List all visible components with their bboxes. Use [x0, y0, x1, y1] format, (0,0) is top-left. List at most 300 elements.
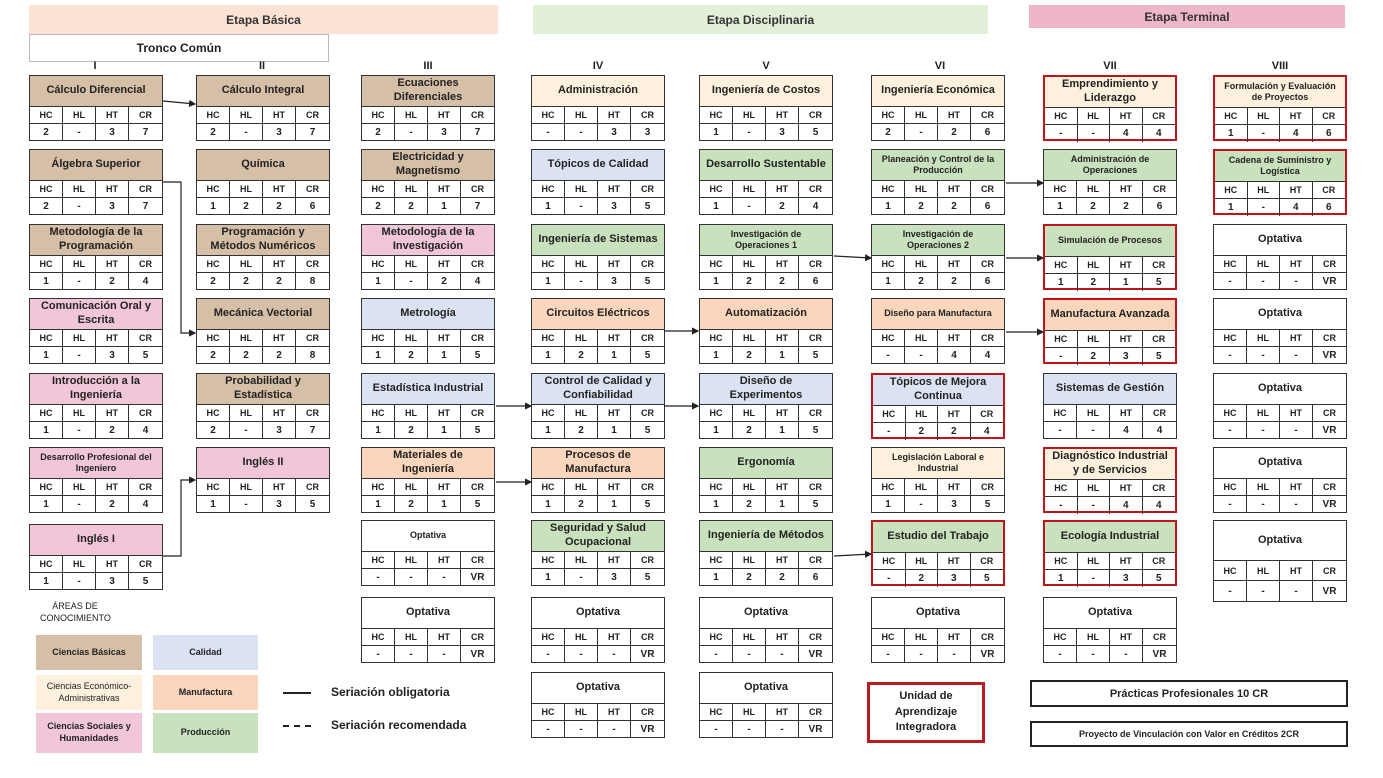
course-box[interactable]	[871, 373, 1005, 439]
value-ht: 2	[938, 423, 971, 440]
course-box[interactable]	[1213, 298, 1347, 364]
course-title: Programación y Métodos Numéricos	[197, 225, 329, 256]
header-ht: HT	[938, 330, 971, 347]
header-cr: CR	[799, 181, 832, 198]
course-hours-grid	[872, 479, 1004, 513]
header-hc: HC	[1215, 108, 1248, 125]
header-cr: CR	[296, 107, 329, 124]
header-hc: HC	[1044, 405, 1077, 422]
value-hl: -	[565, 124, 598, 141]
course-hours-grid	[362, 552, 494, 586]
header-hc: HC	[1214, 479, 1247, 496]
header-hl: HL	[906, 553, 939, 570]
header-cr: CR	[129, 107, 162, 124]
course-box[interactable]	[699, 672, 833, 738]
course-box[interactable]	[29, 224, 163, 290]
header-ht: HT	[96, 556, 129, 573]
course-box[interactable]	[29, 298, 163, 364]
value-cr: 8	[309, 276, 316, 287]
course-box[interactable]	[531, 75, 665, 141]
course-box[interactable]	[531, 298, 665, 364]
course-box[interactable]	[531, 149, 665, 215]
value-cr: 4	[474, 276, 481, 287]
header-hc: HC	[30, 479, 63, 496]
semester-label-4: IV	[592, 60, 604, 72]
unidad-integradora-text: Unidad de Aprendizaje Integradora	[894, 690, 958, 734]
course-box[interactable]	[196, 149, 330, 215]
value-hl: -	[1078, 125, 1111, 142]
course-box[interactable]	[1043, 298, 1177, 364]
header-hl: HL	[565, 704, 598, 721]
value-ht: 1	[428, 496, 461, 513]
course-box[interactable]	[29, 524, 163, 590]
course-box[interactable]	[361, 520, 495, 586]
value-ht: 2	[1110, 198, 1143, 215]
legend-sociales-label: Ciencias Sociales y Humanidades	[47, 721, 131, 743]
header-cr: CR	[1313, 479, 1346, 496]
course-box[interactable]	[1213, 75, 1347, 141]
value-cr: 7	[309, 127, 316, 138]
value-ht: 3	[96, 198, 129, 215]
value-hc: -	[532, 124, 565, 141]
course-box[interactable]	[1213, 373, 1347, 439]
course-box[interactable]	[699, 373, 833, 439]
header-hc: HC	[30, 330, 63, 347]
course-box[interactable]	[699, 224, 833, 290]
header-hl: HL	[1078, 331, 1111, 348]
arrow-metodos	[834, 554, 871, 556]
header-cr: CR	[799, 405, 832, 422]
course-box[interactable]	[1043, 75, 1177, 141]
course-hours-grid	[700, 405, 832, 439]
course-box[interactable]	[531, 447, 665, 513]
header-cr: CR	[631, 552, 664, 569]
course-box[interactable]	[196, 373, 330, 439]
header-cr: CR	[971, 256, 1004, 273]
course-box[interactable]	[196, 447, 330, 513]
header-hl: HL	[733, 330, 766, 347]
course-title: Ingeniería Económica	[872, 76, 1004, 107]
course-box[interactable]	[361, 224, 495, 290]
course-box[interactable]	[1043, 520, 1177, 586]
header-cr: CR	[971, 629, 1004, 646]
legend-produccion-label: Producción	[180, 727, 231, 738]
course-title: Seguridad y Salud Ocupacional	[532, 521, 664, 552]
value-ht: 3	[96, 124, 129, 141]
header-ht: HT	[263, 181, 296, 198]
value-hl: 2	[733, 422, 766, 439]
value-ht: 3	[598, 124, 631, 141]
value-ht: 2	[263, 347, 296, 364]
header-ht: HT	[428, 629, 461, 646]
header-cr: CR	[631, 181, 664, 198]
header-hl: HL	[1078, 257, 1111, 274]
header-ht: HT	[598, 107, 631, 124]
header-hc: HC	[700, 181, 733, 198]
course-hours-grid	[362, 181, 494, 215]
value-cr: 4	[984, 350, 991, 361]
value-hc: -	[1044, 646, 1077, 663]
header-hc: HC	[362, 629, 395, 646]
value-hl: -	[63, 347, 96, 364]
course-box[interactable]	[871, 298, 1005, 364]
value-ht: 3	[938, 570, 971, 587]
course-box[interactable]	[1213, 520, 1347, 602]
course-title: Formulación y Evaluación de Proyectos	[1215, 77, 1345, 108]
course-box[interactable]	[871, 520, 1005, 586]
header-cr: CR	[1313, 256, 1346, 273]
value-hc: 2	[30, 198, 63, 215]
course-box[interactable]	[196, 298, 330, 364]
header-ht: HT	[263, 330, 296, 347]
course-hours-grid	[30, 181, 162, 215]
course-hours-grid	[30, 556, 162, 590]
header-ht: HT	[1110, 629, 1143, 646]
course-hours-grid	[532, 552, 664, 586]
header-cr: CR	[461, 107, 494, 124]
value-ht: -	[766, 646, 799, 663]
value-cr: 5	[474, 350, 481, 361]
value-hc: -	[532, 646, 565, 663]
value-hl: -	[1247, 496, 1280, 513]
header-ht: HT	[766, 330, 799, 347]
value-hl: -	[1077, 646, 1110, 663]
header-cr: CR	[296, 330, 329, 347]
course-hours-grid	[532, 330, 664, 364]
value-hl: -	[565, 646, 598, 663]
course-box[interactable]	[361, 75, 495, 141]
course-box[interactable]	[699, 75, 833, 141]
course-box[interactable]	[361, 298, 495, 364]
header-ht: HT	[428, 107, 461, 124]
semester-label-2: II	[258, 60, 266, 72]
header-cr: CR	[1143, 331, 1176, 348]
header-cr: CR	[1143, 181, 1176, 198]
value-hl: -	[395, 124, 428, 141]
header-cr: CR	[1143, 257, 1176, 274]
course-hours-grid	[362, 107, 494, 141]
header-hc: HC	[197, 107, 230, 124]
header-ht: HT	[938, 553, 971, 570]
course-box[interactable]	[531, 224, 665, 290]
value-hl: 2	[733, 569, 766, 586]
header-ht: HT	[598, 552, 631, 569]
value-ht: 2	[938, 198, 971, 215]
header-cr: CR	[1313, 182, 1346, 199]
header-ht: HT	[598, 629, 631, 646]
course-box[interactable]	[871, 75, 1005, 141]
value-hc: 1	[362, 496, 395, 513]
header-ht: HT	[766, 107, 799, 124]
value-hl: -	[63, 124, 96, 141]
course-box[interactable]	[871, 224, 1005, 290]
value-cr: 6	[309, 201, 316, 212]
course-hours-grid	[1214, 256, 1346, 290]
header-ht: HT	[1110, 181, 1143, 198]
course-box[interactable]	[1213, 149, 1347, 215]
course-box[interactable]	[361, 597, 495, 663]
course-box[interactable]	[699, 597, 833, 663]
value-cr: 6	[984, 201, 991, 212]
header-hl: HL	[63, 181, 96, 198]
header-hl: HL	[906, 406, 939, 423]
course-box[interactable]	[531, 520, 665, 586]
header-cr: CR	[971, 107, 1004, 124]
value-cr: VR	[640, 724, 655, 735]
course-hours-grid	[700, 256, 832, 290]
value-hc: 1	[872, 198, 905, 215]
course-title: Inglés II	[197, 448, 329, 479]
course-hours-grid	[197, 479, 329, 513]
value-hl: -	[1247, 273, 1280, 290]
value-hc: 1	[1045, 274, 1078, 291]
header-hc: HC	[1214, 330, 1247, 347]
value-hc: 2	[197, 124, 230, 141]
value-hl: -	[905, 124, 938, 141]
value-ht: 4	[938, 347, 971, 364]
course-box[interactable]	[871, 447, 1005, 513]
value-ht: 1	[428, 347, 461, 364]
value-hl: -	[905, 496, 938, 513]
header-hc: HC	[197, 330, 230, 347]
course-box[interactable]	[1043, 597, 1177, 663]
header-hl: HL	[230, 479, 263, 496]
header-ht: HT	[766, 181, 799, 198]
course-title: Simulación de Procesos	[1045, 226, 1175, 257]
header-cr: CR	[631, 330, 664, 347]
header-hc: HC	[532, 704, 565, 721]
course-hours-grid	[700, 552, 832, 586]
value-cr: 5	[812, 499, 819, 510]
header-hl: HL	[905, 629, 938, 646]
header-hc: HC	[532, 479, 565, 496]
course-title: Diseño de Experimentos	[700, 374, 832, 405]
header-hl: HL	[1077, 629, 1110, 646]
value-cr: VR	[980, 649, 995, 660]
header-ht: HT	[938, 406, 971, 423]
header-hl: HL	[1077, 405, 1110, 422]
header-hl: HL	[733, 181, 766, 198]
course-box[interactable]	[1043, 373, 1177, 439]
value-ht: -	[1110, 646, 1143, 663]
course-hours-grid	[532, 107, 664, 141]
course-title: Ingeniería de Sistemas	[532, 225, 664, 256]
course-hours-grid	[30, 479, 162, 513]
course-hours-grid	[1044, 181, 1176, 215]
course-box[interactable]	[361, 373, 495, 439]
header-hl: HL	[905, 479, 938, 496]
course-hours-grid	[1044, 405, 1176, 439]
header-cr: CR	[296, 181, 329, 198]
value-hc: -	[1045, 125, 1078, 142]
value-hl: -	[565, 569, 598, 586]
value-cr: 5	[1155, 277, 1162, 288]
value-cr: 5	[474, 499, 481, 510]
value-hl: -	[395, 646, 428, 663]
value-hl: -	[395, 569, 428, 586]
header-ht: HT	[428, 405, 461, 422]
value-ht: 4	[1110, 422, 1143, 439]
value-cr: VR	[1152, 649, 1167, 660]
header-ht: HT	[1110, 108, 1143, 125]
course-hours-grid	[872, 330, 1004, 364]
course-hours-grid	[700, 629, 832, 663]
course-title: Optativa	[362, 521, 494, 552]
value-cr: VR	[1322, 425, 1337, 436]
value-hl: -	[63, 422, 96, 439]
header-hc: HC	[30, 181, 63, 198]
value-hl: 2	[395, 496, 428, 513]
course-hours-grid	[532, 256, 664, 290]
stage-terminal	[1029, 5, 1345, 28]
header-cr: CR	[296, 256, 329, 273]
course-box[interactable]	[871, 597, 1005, 663]
course-box[interactable]	[1213, 224, 1347, 290]
course-title: Tópicos de Mejora Continua	[873, 375, 1003, 406]
course-box[interactable]	[1043, 149, 1177, 215]
course-title: Optativa	[700, 673, 832, 704]
course-box[interactable]	[29, 75, 163, 141]
header-hc: HC	[532, 330, 565, 347]
value-hc: 2	[30, 124, 63, 141]
header-cr: CR	[1313, 405, 1346, 422]
value-ht: 4	[1280, 199, 1313, 216]
value-hc: 2	[197, 273, 230, 290]
header-hl: HL	[230, 330, 263, 347]
course-box[interactable]	[699, 447, 833, 513]
value-hc: 1	[30, 422, 63, 439]
value-hl: 2	[230, 198, 263, 215]
course-hours-grid	[362, 479, 494, 513]
course-title: Ingeniería de Costos	[700, 76, 832, 107]
header-hl: HL	[905, 330, 938, 347]
course-box[interactable]	[1213, 447, 1347, 513]
value-hl: 2	[905, 273, 938, 290]
course-title: Optativa	[700, 598, 832, 629]
legend-title	[40, 601, 110, 624]
value-hl: 2	[230, 347, 263, 364]
value-cr: 5	[644, 499, 651, 510]
header-ht: HT	[1110, 331, 1143, 348]
header-cr: CR	[799, 704, 832, 721]
value-ht: 2	[428, 273, 461, 290]
value-hl: 2	[733, 347, 766, 364]
value-hc: -	[700, 721, 733, 738]
header-cr: CR	[971, 553, 1004, 570]
course-box[interactable]	[196, 75, 330, 141]
course-hours-grid	[362, 405, 494, 439]
course-hours-grid	[1214, 330, 1346, 364]
legend-economico-admin	[36, 675, 142, 710]
course-title: Comunicación Oral y Escrita	[30, 299, 162, 330]
header-cr: CR	[296, 479, 329, 496]
header-hl: HL	[733, 552, 766, 569]
course-box[interactable]	[699, 149, 833, 215]
course-box[interactable]	[1043, 447, 1177, 513]
course-title: Ecología Industrial	[1045, 522, 1175, 553]
legend-economico-admin-label: Ciencias Económico-Administrativas	[46, 680, 132, 703]
course-title: Introducción a la Ingeniería	[30, 374, 162, 405]
header-cr: CR	[799, 479, 832, 496]
course-title: Emprendimiento y Liderazgo	[1045, 77, 1175, 108]
value-hc: 1	[532, 273, 565, 290]
header-ht: HT	[1280, 479, 1313, 496]
value-cr: 6	[984, 276, 991, 287]
course-box[interactable]	[871, 149, 1005, 215]
value-hc: 1	[872, 273, 905, 290]
value-hc: 1	[700, 198, 733, 215]
header-hl: HL	[733, 107, 766, 124]
course-title: Diseño para Manufactura	[872, 299, 1004, 330]
value-hc: 1	[1215, 125, 1248, 142]
header-hl: HL	[395, 405, 428, 422]
course-hours-grid	[1045, 108, 1175, 142]
course-box[interactable]	[1043, 224, 1177, 290]
header-hl: HL	[1248, 108, 1281, 125]
course-box[interactable]	[531, 672, 665, 738]
header-hc: HC	[872, 629, 905, 646]
header-ht: HT	[96, 256, 129, 273]
course-box[interactable]	[699, 520, 833, 586]
course-box[interactable]	[196, 224, 330, 290]
value-ht: -	[1280, 581, 1313, 601]
header-hc: HC	[700, 330, 733, 347]
course-title: Electricidad y Magnetismo	[362, 150, 494, 181]
course-hours-grid	[1214, 405, 1346, 439]
course-box[interactable]	[699, 298, 833, 364]
legend-sociales	[36, 713, 142, 753]
arrow-io1	[834, 256, 871, 258]
course-title: Investigación de Operaciones 2	[872, 225, 1004, 256]
value-hl: -	[230, 496, 263, 513]
course-title: Cálculo Diferencial	[30, 76, 162, 107]
course-box[interactable]	[29, 447, 163, 513]
header-hc: HC	[30, 405, 63, 422]
value-hl: 2	[906, 570, 939, 587]
course-box[interactable]	[29, 149, 163, 215]
course-box[interactable]	[361, 149, 495, 215]
course-title: Química	[197, 150, 329, 181]
value-hl: 2	[395, 198, 428, 215]
header-cr: CR	[1313, 561, 1346, 581]
legend-manufactura	[153, 675, 258, 710]
header-hc: HC	[362, 552, 395, 569]
header-ht: HT	[1280, 561, 1313, 581]
header-hc: HC	[700, 479, 733, 496]
course-box[interactable]	[531, 597, 665, 663]
course-box[interactable]	[361, 447, 495, 513]
header-hc: HC	[362, 330, 395, 347]
value-hl: -	[905, 646, 938, 663]
course-box[interactable]	[531, 373, 665, 439]
value-hc: 1	[532, 496, 565, 513]
header-hc: HC	[532, 552, 565, 569]
value-hc: 1	[700, 347, 733, 364]
course-box[interactable]	[29, 373, 163, 439]
arrow-algebra	[163, 182, 195, 333]
header-ht: HT	[938, 629, 971, 646]
value-ht: 1	[766, 496, 799, 513]
header-hl: HL	[1077, 181, 1110, 198]
course-hours-grid	[872, 256, 1004, 290]
header-hl: HL	[395, 256, 428, 273]
stage-terminal-label: Etapa Terminal	[1144, 9, 1230, 24]
header-hl: HL	[63, 556, 96, 573]
header-hc: HC	[700, 552, 733, 569]
value-ht: 3	[96, 573, 129, 590]
value-hl: 2	[565, 496, 598, 513]
value-hl: -	[1248, 125, 1281, 142]
